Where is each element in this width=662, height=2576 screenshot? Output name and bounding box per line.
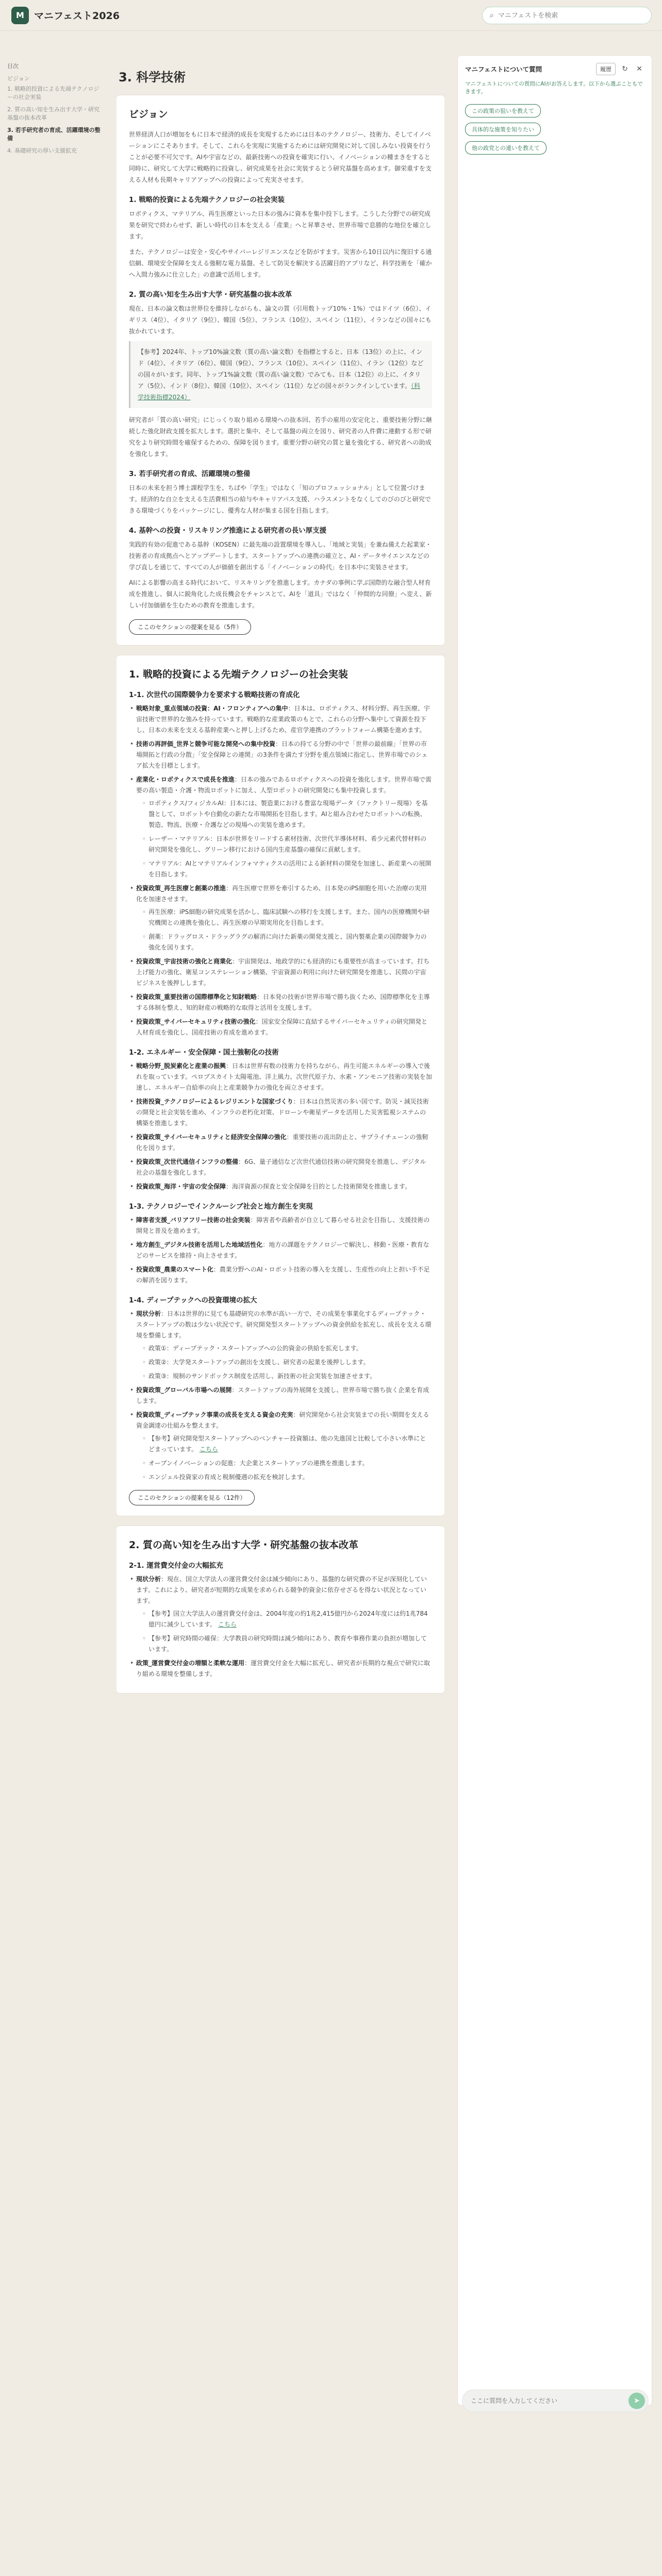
vision-section-heading: 4. 基幹への投資・リスキリング推進による研究者の長い厚支援	[129, 527, 327, 535]
subsection-heading: 2-1. 運営費交付金の大幅拡充	[129, 1562, 223, 1570]
close-icon[interactable]: ✕	[636, 65, 642, 73]
sub-list-item: ◦ 政策①：ディープテック・スタートアップへの公的資金の供給を拡充します。	[141, 1343, 432, 1354]
item-title: 投資政策_サイバーセキュリティ技術の強化	[136, 1018, 256, 1025]
item-text: 日本は世界有数の技術力を持ちながら、再生可能エネルギーの導入で後れを取っています。ペロブスカイト太陽電池、洋上風力、次世代原子力、水素・アンモニア技術の実装を加速し、エネルギー自給率の向上と産業競争力の強化を両立させます。	[136, 1062, 432, 1091]
item-text: 日本の強みであるロボティクスへの投資を強化します。世界市場で需要の高い製造・介護・物流ロボットに加え、人型ロボットの研究開発にも集中投資します。	[136, 776, 432, 794]
subsection-heading: 1-1. 次世代の国際競争力を要求する戦略技術の育成化	[129, 691, 300, 699]
item-title: 産業化・ロボティクスで成長を推進	[136, 776, 235, 783]
detail-heading: 2. 質の高い知を生み出す大学・研究基盤の抜本改革	[129, 1539, 359, 1551]
list-item: • 投資政策_ディープテック事業の成長を支える資金の充実：研究開発から社会実装までの長い期間を支える資金調達の仕組みを整えます。 ◦ 【参考】研究開発型スタートアップへのベンチャー投資額は、他の先進国と比較して小さい水準にとどまっています。 こちら ◦ オープンイノベーションの促進：大企業とスタートアップの連携を推進します。 ◦ エンジェル投資家の育成と税制優遇の拡充を検討します。	[129, 1410, 432, 1483]
item-text: 障害者や高齢者が自立して暮らせる社会を目指し、支援技術の開発と普及を進めます。	[136, 1216, 430, 1234]
vision-closing: AIによる影響の高まる時代において、リスキリングを推進します。カナダの事例に学ぶ国際的な融合型人材育成を推進し、個人に鋭角化した成長機会をチャンスとて、AIを「道具」ではなく「仲間的な同僚」へ変え、新しい付加価値を生むための教育を推進します。	[129, 579, 432, 609]
toc-item-1[interactable]: 1. 戦略的投資による先端テクノロジーの社会実装	[7, 86, 100, 100]
send-icon[interactable]: ➤	[628, 2393, 645, 2409]
sub-list-item	[141, 1608, 432, 1630]
policy-list	[129, 1574, 432, 1680]
list-item: • 投資政策_農業のスマート化：農業分野へのAI・ロボット技術の導入を支援し、生産性の向上と担い手不足の解消を図ります。	[129, 1264, 432, 1286]
detail-card	[117, 655, 444, 1516]
item-text: 日本は自然災害の多い国です。防災・減災技術の開発と社会実装を進め、インフラの老朽化対策、ドローンや衛星データを活用した災害監視システムの構築を推進します。	[136, 1098, 429, 1127]
item-text: 現在、国立大学法人の運営費交付金は減少傾向にあり、基盤的な研究費の不足が深刻化しています。これにより、研究者が短期的な成果を求められる競争的資金に依存せざるを得ない状況となっています。	[136, 1575, 427, 1604]
sub-list-item	[141, 1433, 432, 1455]
question-input-box[interactable]	[462, 2389, 649, 2412]
sub-list-item: ◦ エンジェル投資家の育成と税制優遇の拡充を検討します。	[141, 1472, 432, 1483]
item-title: 技術投資_テクノロジーによるレジリエントな国家づくり	[136, 1098, 293, 1105]
list-item: • 投資政策_再生医療と創薬の推進：再生医療で世界を牽引するため、日本発のiPS細胞を用いた治療の実用化を加速させます。 ◦ 再生医療：iPS細胞の研究成果を活かし、臨床試験への移行を支援します。また、国内の医療機関や研究機関との連携を強化し、再生医療の早期実用化を目指します。 ◦ 創薬：ドラッグロス・ドラッグラグの解消に向けた新薬の開発支援と、国内製薬企業の国際競争力の強化を図ります。	[129, 883, 432, 953]
sub-list-item: ◦ ロボティクス/フィジカルAI：日本には、製造業における豊富な現場データ（ファクトリー現場）を基盤として、ロボットや自動化の新たな市場開拓を目指します。AIと組み合わせたロボットへの転換、製造、物流、医療・介護などの現場への実装を進めます。	[141, 798, 432, 831]
page-title: 3. 科学技術	[119, 70, 186, 84]
assistant-title: マニフェストについて質問	[465, 65, 542, 73]
sub-list-item: ◦ 【参考】研究時間の確保：大学教員の研究時間は減少傾向にあり、教育や事務作業の負担が増加しています。	[141, 1633, 432, 1655]
table-of-contents	[7, 62, 102, 159]
search-input[interactable]	[498, 12, 632, 20]
subsection-heading: 1-4. ディープテックへの投資環境の拡大	[129, 1296, 257, 1304]
item-title: 地方創生_デジタル技術を活用した地域活性化	[136, 1241, 263, 1248]
sub-list-text: 【参考】国立大学法人の運営費交付金は、2004年度の約1兆2,415億円から2024年度には約1兆784億円に減少しています。	[148, 1610, 428, 1628]
item-text: スタートアップの海外展開を支援し、世界市場で勝ち抜く企業を育成します。	[136, 1386, 429, 1404]
subsection-heading: 1-3. テクノロジーでインクルーシブ社会と地方創生を実現	[129, 1202, 313, 1211]
assistant-panel	[458, 56, 652, 2405]
item-title: 戦略分野_脱炭素化と産業の振興	[136, 1062, 226, 1070]
item-text: 国家安全保障に直結するサイバーセキュリティの研究開発と人材育成を強化し、国産技術の育成を進めます。	[136, 1018, 427, 1036]
item-text: 日本の持てる分野の中で「世界の最前線」「世界の市場開拓と行政の分散」「安全保障との連関」の3条件を満たす分野を重点領域に指定し、世界市場でのシェア拡大を目標とします。	[136, 740, 428, 769]
item-text: 日本発の技術が世界市場で勝ち抜くため、国際標準化を主導する体制を整え、知的財産の戦略的な取得と活用を支援します。	[136, 993, 430, 1011]
item-title: 戦略対象_重点領域の投資：AI・フロンティアへの集中	[136, 705, 288, 712]
toc-item-2[interactable]: 2. 質の高い知を生み出す大学・研究基盤の抜本改革	[7, 106, 100, 121]
assistant-header	[458, 56, 652, 75]
item-text: 日本は世界的に見ても基礎研究の水準が高い一方で、その成果を事業化するディープテック・スタートアップの数は少ない状況です。研究開発型スタートアップへの資金供給を拡充し、成長を支える環境を整備します。	[136, 1310, 432, 1339]
history-button[interactable]: 履歴	[596, 63, 616, 75]
list-item: • 投資政策_海洋・宇宙の安全保障：海洋資源の探査と安全保障を目的とした技術開発を推進します。	[129, 1181, 432, 1192]
sub-list-item: ◦ マテリアル：AIとマテリアルインフォマティクスの活用による新材料の開発を加速し、新産業への展開を目指します。	[141, 858, 432, 880]
reference-link[interactable]: （科学技術指標2024）	[138, 382, 421, 401]
policy-list	[129, 1061, 432, 1192]
item-title: 投資政策_重要技術の国際標準化と知財戦略	[136, 993, 257, 1001]
item-title: 投資政策_次世代通信インフラの整備	[136, 1158, 239, 1165]
policy-list	[129, 1215, 432, 1286]
detail-heading: 1. 戦略的投資による先端テクノロジーの社会実装	[129, 669, 348, 680]
suggestion-chip[interactable]: この政策の狙いを教えて	[465, 104, 541, 117]
policy-list	[129, 703, 432, 1038]
item-title: 投資政策_グローバル市場への展開	[136, 1386, 232, 1394]
item-title: 投資政策_農業のスマート化	[136, 1266, 213, 1273]
suggestion-chip[interactable]: 具体的な施策を知りたい	[465, 123, 541, 136]
list-item: • 技術の再評価_世界と競争可能な開発への集中投資：日本の持てる分野の中で「世界の最前線」「世界の市場開拓と行政の分散」「安全保障との連関」の3条件を満たす分野を重点領域に指定し、世界市場でのシェア拡大を目標とします。	[129, 739, 432, 771]
vision-heading: ビジョン	[129, 109, 168, 120]
app-name: マニフェスト2026	[34, 10, 120, 22]
top-bar	[0, 0, 662, 31]
list-item: • 戦略分野_脱炭素化と産業の振興：日本は世界有数の技術力を持ちながら、再生可能エネルギーの導入で後れを取っています。ペロブスカイト太陽電池、洋上風力、次世代原子力、水素・アンモニア技術の実装を加速し、エネルギー自給率の向上と産業競争力の強化を両立させます。	[129, 1061, 432, 1093]
vision-paragraph: また、テクノロジーは安全・安心やサイバーレジリエンスなどを防がすます。災害から10日以内に復旧する通信網、環境安全保障を支える強靭な電力基盤、そして防災を解決する活躍目的アプリなど、科学技術を「確かへ入間力強みに仕立した」の意識で活用します。	[129, 248, 432, 278]
list-item: • 投資政策_グローバル市場への展開：スタートアップの海外展開を支援し、世界市場で勝ち抜く企業を育成します。	[129, 1385, 432, 1406]
quote-text: 【参考】2024年、トップ10%論文数（質の高い論文数）を指標とすると、日本（13位）の上に、インド（4位）、イタリア（6位）、韓国（9位）、フランス（10位）、スペイン（11位）、イラン（12位）などの国々がいます。同年、トップ1%論文数（質の高い論文数）でみても、日本（12位）の上に、イタリア（5位）、インド（8位）、韓国（10位）、スペイン（11位）などの国々がランクインしています。	[138, 348, 424, 389]
logo[interactable]	[11, 7, 120, 24]
item-title: 投資政策_再生医療と創薬の推進	[136, 885, 226, 892]
vision-card	[117, 95, 444, 645]
list-item: • 現状分析：日本は世界的に見ても基礎研究の水準が高い一方で、その成果を事業化するディープテック・スタートアップの数は少ない状況です。研究開発型スタートアップへの資金供給を拡充し、成長を支える環境を整備します。 ◦ 政策①：ディープテック・スタートアップへの公的資金の供給を拡充します。 ◦ 政策②：大学発スタートアップの創出を支援し、研究者の起業を後押しします。 ◦ 政策③：規制のサンドボックス制度を活用し、新技術の社会実装を加速させます。	[129, 1309, 432, 1382]
reference-link[interactable]: こちら	[218, 1621, 237, 1628]
vision-paragraph: 研究者が「質の高い研究」にじっくり取り組める環境への抜本回、若手の雇用の安定化と、重要技術分野に継続した強化財政支援を拡大します。選択と集中、そして基盤の両立を図り、研究者の人件費に連動する形で研究をより研究時間を確保するための、保障を図ります。重要分野の研究の質と量を強化する、研究者への助成を強化します。	[129, 416, 433, 457]
item-title: 障害者支援_バリアフリー技術の社会実装	[136, 1216, 251, 1224]
list-item: • 政策_運営費交付金の増額と柔軟な運用：運営費交付金を大幅に拡充し、研究者が長期的な視点で研究に取り組める環境を整備します。	[129, 1658, 432, 1680]
reference-quote	[129, 341, 432, 408]
vision-section-heading: 3. 若手研究者の育成、活躍環境の整備	[129, 470, 251, 478]
vision-section-heading: 1. 戦略的投資による先端テクノロジーの社会実装	[129, 196, 285, 204]
item-text: 農業分野へのAI・ロボット技術の導入を支援し、生産性の向上と担い手不足の解消を図ります。	[136, 1266, 430, 1284]
item-title: 現状分析	[136, 1575, 161, 1583]
view-proposals-button[interactable]: ここのセクションの提案を見る（12件）	[129, 1490, 255, 1505]
item-text: 再生医療で世界を牽引するため、日本発のiPS細胞を用いた治療の実用化を加速させます。	[136, 885, 427, 903]
list-item: • 投資政策_次世代通信インフラの整備：6G、量子通信など次世代通信技術の研究開発を推進し、デジタル社会の基盤を強化します。	[129, 1157, 432, 1178]
toc-item-4[interactable]: 4. 基礎研究の厚い支援拡充	[7, 147, 77, 154]
toc-vision-link[interactable]: ビジョン	[7, 75, 30, 82]
new-chat-icon[interactable]: ↻	[622, 65, 628, 73]
item-text: 宇宙開発は、地政学的にも経済的にも重要性が高まっています。打ち上げ能力の強化、衛星コンステレーション構築、宇宙資源の利用に向けた研究開発を推進し、民間の宇宙ビジネスを後押しします。	[136, 958, 430, 987]
sub-list-item: ◦ 創薬：ドラッグロス・ドラッグラグの解消に向けた新薬の開発支援と、国内製薬企業の国際競争力の強化を図ります。	[141, 931, 432, 953]
item-text: 重要技術の流出防止と、サプライチェーンの強靭化を図ります。	[136, 1133, 428, 1151]
list-item: • 投資政策_サイバーセキュリティ技術の強化：国家安全保障に直結するサイバーセキュリティの研究開発と人材育成を強化し、国産技術の育成を進めます。	[129, 1016, 432, 1038]
sub-list-item: ◦ 政策②：大学発スタートアップの創出を支援し、研究者の起業を後押しします。	[141, 1357, 432, 1368]
item-text: 運営費交付金を大幅に拡充し、研究者が長期的な視点で研究に取り組める環境を整備します。	[136, 1659, 431, 1677]
list-item: • 戦略対象_重点領域の投資：AI・フロンティアへの集中：日本は、ロボティクス、材料分野、再生医療、宇宙技術で世界的な強みを持っています。戦略的な産業政策のもとで、これらの分野へ集中して資源を投下し、日本の未来を支える基幹産業へと押し上げるため、産官学連携のプラットフォーム構築を進めます。	[129, 703, 432, 736]
toc-heading: 目次	[7, 63, 19, 70]
vision-paragraph: 現在、日本の論文数は世界位を維持しながらも、論文の質（引用数トップ10%・1%）ではドイツ（6位）、イギリス（4位）、イタリア（9位）、韓国（5位）、フランス（10位）、スペイン（11位）、イランなどの国々にも抜かれています。	[129, 305, 432, 335]
list-item: • 地方創生_デジタル技術を活用した地域活性化：地方の課題をテクノロジーで解決し、移動・医療・教育などのサービスを維持・向上させます。	[129, 1240, 432, 1261]
list-item: • 現状分析：現在、国立大学法人の運営費交付金は減少傾向にあり、基盤的な研究費の不足が深刻化しています。これにより、研究者が短期的な成果を求められる競争的資金に依存せざるを得ない状況となっています。 ◦ 【参考】国立大学法人の運営費交付金は、2004年度の約1兆2,415億円から2024年度には約1兆784億円に減少しています。 こちら ◦ 【参考】研究時間の確保：大学教員の研究時間は減少傾向にあり、教育や事務作業の負担が増加しています。	[129, 1574, 432, 1655]
sub-list-item: ◦ 政策③：規制のサンドボックス制度を活用し、新技術の社会実装を加速させます。	[141, 1371, 432, 1382]
item-title: 投資政策_海洋・宇宙の安全保障	[136, 1183, 226, 1190]
assistant-description: マニフェストについての質問にAIがお答えします。以下から選ぶこともできます。	[465, 81, 643, 95]
search-icon: ⌕	[490, 11, 494, 20]
suggestion-list	[458, 96, 652, 155]
sub-list-item: ◦ 再生医療：iPS細胞の研究成果を活かし、臨床試験への移行を支援します。また、国内の医療機関や研究機関との連携を強化し、再生医療の早期実用化を目指します。	[141, 907, 432, 928]
main-content	[117, 31, 444, 2576]
policy-list	[129, 1309, 432, 1483]
sub-list-item: ◦ オープンイノベーションの促進：大企業とスタートアップの連携を推進します。	[141, 1458, 432, 1469]
item-title: 投資政策_宇宙技術の強化と商業化	[136, 958, 233, 965]
list-item: • 障害者支援_バリアフリー技術の社会実装：障害者や高齢者が自立して暮らせる社会を目指し、支援技術の開発と普及を進めます。	[129, 1215, 432, 1236]
vision-intro: 世界経済人口が増加をもに日本で経済的成長を実現するためには日本のテクノロジー、技術力、そしてイノベーションにこそあります。そして、これらを実現に実施するためには研究開発に対して国しみない投資を行うことが必要不可欠です。AIや宇宙などの、最新技術への投資を確実に行い、イノベーションの種まきをすると同時に、研究して大学に戦略的に投資し、研究成果を社会に実装するとう研究基盤を高めます。御栄重すを支える人材も長期キャリアアップへの投資によって充実させます。	[129, 131, 432, 183]
suggestion-chip[interactable]: 他の政党との違いを教えて	[465, 141, 547, 155]
logo-mark: M	[11, 7, 29, 24]
item-text: 6G、量子通信など次世代通信技術の研究開発を推進し、デジタル社会の基盤を強化します。	[136, 1158, 426, 1176]
view-proposals-button[interactable]: ここのセクションの提案を見る（5件）	[129, 619, 251, 635]
detail-card-2	[117, 1526, 444, 1693]
item-text: 日本は、ロボティクス、材料分野、再生医療、宇宙技術で世界的な強みを持っています。戦略的な産業政策のもとで、これらの分野へ集中して資源を投下し、日本の未来を支える基幹産業へと押し上げるため、産官学連携のプラットフォーム構築を進めます。	[136, 705, 430, 734]
item-text: 地方の課題をテクノロジーで解決し、移動・医療・教育などのサービスを維持・向上させます。	[136, 1241, 429, 1259]
item-title: 現状分析	[136, 1310, 161, 1317]
sub-list-item: ◦ レーザー・マテリアル：日本が世界をリードする素材技術、次世代半導体材料、希少元素代替材料の研究開発を強化し、グリーン移行における国内生産基盤の確保に貢献します。	[141, 834, 432, 855]
vision-paragraph: ロボティクス、マテリアル、再生医療といった日本の強みに資本を集中投下します。こうした分野での研究成果を研究で終わらせず、新しい時代の日本を支える「産業」へと昇華させ、世界市場で息勝的な地位を確立します。	[129, 210, 432, 240]
vision-section-heading: 2. 質の高い知を生み出す大学・研究基盤の抜本改革	[129, 291, 292, 299]
item-text: 海洋資源の探査と安全保障を目的とした技術開発を推進します。	[232, 1183, 411, 1190]
item-title: 政策_運営費交付金の増額と柔軟な運用	[136, 1659, 245, 1667]
reference-link[interactable]: こちら	[199, 1446, 218, 1453]
sub-list-text: 【参考】研究開発型スタートアップへのベンチャー投資額は、他の先進国と比較して小さい水準にとどまっています。	[148, 1435, 426, 1453]
toc-item-3[interactable]: 3. 若手研究者の育成、活躍環境の整備	[7, 127, 101, 142]
subsection-heading: 1-2. エネルギー・安全保障・国土強靭化の技術	[129, 1048, 279, 1057]
vision-paragraph: 実践的有効の促進である基幹（KOSEN）に最先端の設置環境を導入し、「地域と実装」を兼ね備えた起業家・技術者の育成拠点へとアップデートします。スタートアップへの連携の確立と、AI・データサイエンスなどの学び直しを通じて、すべての人が価値を創出する「イノベーションの時代」を日本中に実装させます。	[129, 541, 432, 571]
search-box[interactable]	[482, 7, 652, 24]
list-item: • 技術投資_テクノロジーによるレジリエントな国家づくり：日本は自然災害の多い国です。防災・減災技術の開発と社会実装を進め、インフラの老朽化対策、ドローンや衛星データを活用した災害監視システムの構築を推進します。	[129, 1096, 432, 1129]
vision-paragraph: 日本の未来を担う博士課程学生を、ちばや「学生」ではなく「知のプロフェッショナル」として位置づけます。経済的な自立を支える生活費相当の給与やキャリアパス支援、ハラスメントをなくしてのびのびと研究できる環境づくりをパッケージにし、優秀な人材が集まる国を目指します。	[129, 484, 431, 514]
item-text: 研究開発から社会実装までの長い期間を支える資金調達の仕組みを整えます。	[136, 1411, 429, 1429]
list-item: • 投資政策_サイバーセキュリティと経済安全保障の強化：重要技術の流出防止と、サプライチェーンの強靭化を図ります。	[129, 1132, 432, 1154]
item-title: 技術の再評価_世界と競争可能な開発への集中投資	[136, 740, 276, 748]
question-input[interactable]	[471, 2397, 615, 2404]
item-title: 投資政策_ディープテック事業の成長を支える資金の充実	[136, 1411, 293, 1418]
list-item: • 産業化・ロボティクスで成長を推進：日本の強みであるロボティクスへの投資を強化します。世界市場で需要の高い製造・介護・物流ロボットに加え、人型ロボットの研究開発にも集中投資します。 ◦ ロボティクス/フィジカルAI：日本には、製造業における豊富な現場データ（ファクトリー現場）を基盤として、ロボットや自動化の新たな市場開拓を目指します。AIと組み合わせたロボットへの転換、製造、物流、医療・介護などの現場への実装を進めます。 ◦ レーザー・マテリアル：日本が世界をリードする素材技術、次世代半導体材料、希少元素代替材料の研究開発を強化し、グリーン移行における国内生産基盤の確保に貢献します。 ◦ マテリアル：AIとマテリアルインフォマティクスの活用による新材料の開発を加速し、新産業への展開を目指します。	[129, 774, 432, 880]
list-item: • 投資政策_重要技術の国際標準化と知財戦略：日本発の技術が世界市場で勝ち抜くため、国際標準化を主導する体制を整え、知的財産の戦略的な取得と活用を支援します。	[129, 992, 432, 1013]
list-item: • 投資政策_宇宙技術の強化と商業化：宇宙開発は、地政学的にも経済的にも重要性が高まっています。打ち上げ能力の強化、衛星コンステレーション構築、宇宙資源の利用に向けた研究開発を推進し、民間の宇宙ビジネスを後押しします。	[129, 956, 432, 989]
item-title: 投資政策_サイバーセキュリティと経済安全保障の強化	[136, 1133, 287, 1141]
